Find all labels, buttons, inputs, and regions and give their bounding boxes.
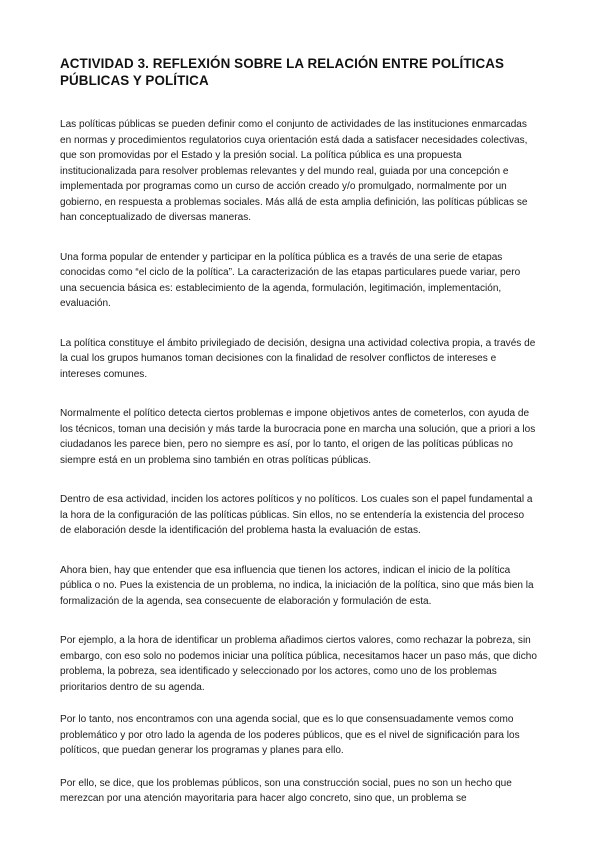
paragraph-9: Por ello, se dice, que los problemas públicos, son una construcción social, pues no son un hecho que merezcan por una atención mayoritaria para hacer algo concreto, sino que, un problema se (60, 777, 512, 804)
paragraph-3: La política constituye el ámbito privilegiado de decisión, designa una actividad colectiva propia, a través de la cual los grupos humanos toman decisiones con la finalidad de resolver conflictos de intereses e intereses comunes. (60, 337, 536, 380)
document-title: ACTIVIDAD 3. REFLEXIÓN SOBRE LA RELACIÓN ENTRE POLÍTICAS PÚBLICAS Y POLÍTICA (60, 56, 505, 88)
paragraph-1: Las políticas públicas se pueden definir como el conjunto de actividades de las instituciones enmarcadas en normas y procedimientos regulatorios cuya orientación está dada a satisfacer necesidades colectivas, que son promovidas por el Estado y la presión social. La política pública es una propuesta institucionalizada para resolver problemas relevantes y del mundo real, guiada por una concepción e implementada por programas como un curso de acción creado y/o promulgado, normalmente por un gobierno, en respuesta a problemas sociales. Más allá de esta amplia definición, las políticas públicas se han conceptualizado de diversas maneras. (60, 119, 528, 223)
paragraph-7: Por ejemplo, a la hora de identificar un problema añadimos ciertos valores, como rechazar la pobreza, sin embargo, con eso solo no podemos iniciar una política pública, necesitamos hacer un paso más, que dicho problema, la pobreza, sea identificado y seleccionado por los actores, como uno de los problemas prioritarios dentro de su agenda. (60, 635, 537, 693)
paragraph-8: Por lo tanto, nos encontramos con una agenda social, que es lo que consensuadamente vemos como problemático y por otro lado la agenda de los poderes públicos, que es el nivel de significación para los políticos, que puedan generar los programas y planes para ello. (60, 714, 520, 756)
paragraph-5: Dentro de esa actividad, inciden los actores políticos y no políticos. Los cuales son el papel fundamental a la hora de la configuración de las políticas públicas. Sin ellos, no se entendería la existencia del proceso de elaboración desde la identificación del problema hasta la evaluación de estas. (60, 494, 533, 536)
paragraph-4: Normalmente el político detecta ciertos problemas e impone objetivos antes de cometerlos, con ayuda de los técnicos, toman una decisión y más tarde la burocracia pone en marcha una solución, que a priori a los ciudadanos les parece bien, pero no siempre es así, por lo tanto, el origen de las políticas públicas no siempre está en un problema sino también en otras políticas públicas. (60, 408, 536, 466)
paragraph-6: Ahora bien, hay que entender que esa influencia que tienen los actores, indican el inicio de la política pública o no. Pues la existencia de un problema, no indica, la iniciación de la política, sino que más bien la formalización de la agenda, sea consecuente de elaboración y formulación de esta. (60, 564, 534, 607)
paragraph-2: Una forma popular de entender y participar en la política pública es a través de una serie de etapas conocidas como “el ciclo de la política”. La caracterización de las etapas particulares puede variar, pero una secuencia básica es: establecimiento de la agenda, formulación, legitimación, implementación, evaluación. (60, 251, 521, 309)
